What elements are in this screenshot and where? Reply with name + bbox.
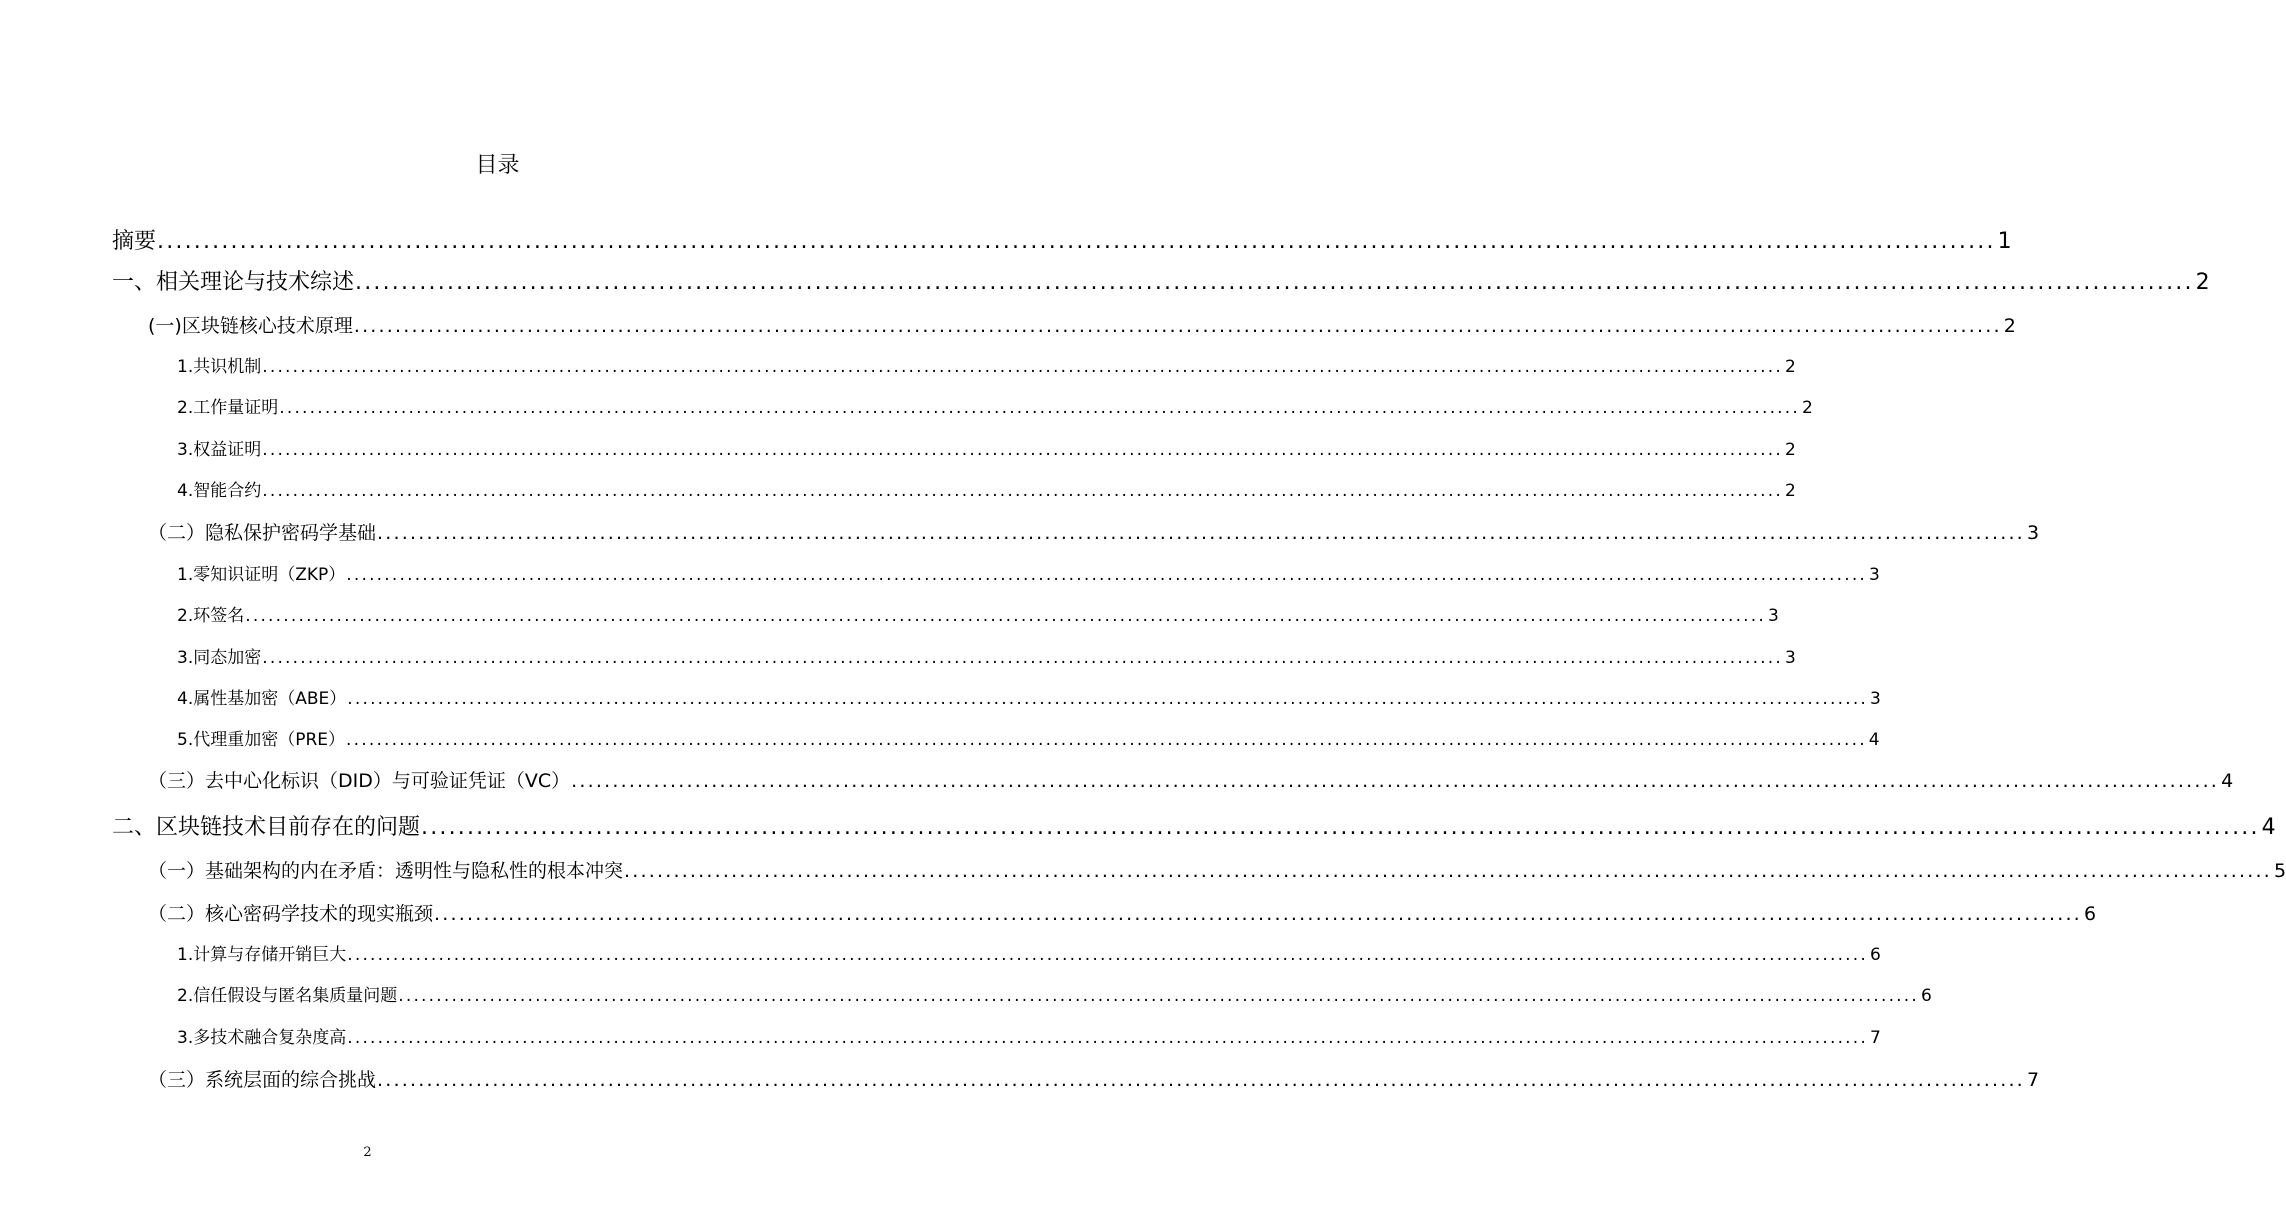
toc-entry[interactable] bbox=[177, 478, 1796, 504]
dot-leader: ........................................................................................................................................................................................................ bbox=[262, 357, 1783, 377]
toc-entry-page-number: 2 bbox=[2195, 270, 2210, 295]
toc-entry-page-number: 3 bbox=[2026, 522, 2040, 544]
toc-entry-label: （二）核心密码学技术的现实瓶颈 bbox=[148, 903, 434, 925]
dot-leader: ........................................................................................................................................................................................................ bbox=[245, 606, 1766, 626]
toc-entry[interactable] bbox=[177, 562, 1880, 588]
toc-entry-page-number: 2 bbox=[1785, 357, 1796, 377]
dot-leader: ........................................................................................................................................................................................................ bbox=[347, 689, 1869, 709]
toc-entry-page-number: 2 bbox=[1785, 481, 1796, 501]
toc-entry[interactable] bbox=[177, 983, 1932, 1009]
toc-entry-label: （三）系统层面的综合挑战 bbox=[148, 1069, 377, 1091]
toc-entry-page-number: 2 bbox=[2003, 315, 2016, 337]
toc-entry[interactable] bbox=[177, 645, 1796, 671]
toc-entry-label: (一)区块链核心技术原理 bbox=[148, 315, 353, 337]
toc-entry-label: 1.共识机制 bbox=[177, 357, 262, 377]
dot-leader: ........................................................................................................................................................................................................ bbox=[262, 440, 1783, 460]
toc-entry-page-number: 3 bbox=[1785, 648, 1796, 668]
toc-entry[interactable] bbox=[148, 767, 2234, 795]
dot-leader: ........................................................................................................................................................................................................ bbox=[279, 398, 1800, 418]
toc-entry-label: 3.多技术融合复杂度高 bbox=[177, 1028, 347, 1048]
dot-leader: ........................................................................................................................................................................................................ bbox=[262, 648, 1783, 668]
toc-entry[interactable] bbox=[177, 395, 1813, 421]
toc-entry[interactable] bbox=[177, 1025, 1881, 1051]
toc-entry-label: 3.权益证明 bbox=[177, 440, 262, 460]
toc-entry[interactable] bbox=[148, 1066, 2040, 1094]
dot-leader: ........................................................................................................................................................................................................ bbox=[377, 522, 2025, 544]
toc-entry-label: 1.计算与存储开销巨大 bbox=[177, 945, 347, 965]
dot-leader: ........................................................................................................................................................................................................ bbox=[398, 986, 1919, 1006]
toc-entry-page-number: 2 bbox=[1802, 398, 1813, 418]
toc-entry-page-number: 3 bbox=[1870, 689, 1881, 709]
toc-entry-page-number: 4 bbox=[2261, 815, 2276, 840]
toc-entry-page-number: 7 bbox=[2026, 1069, 2040, 1091]
toc-entry-label: 2.环签名 bbox=[177, 606, 245, 626]
toc-entry-page-number: 6 bbox=[1870, 945, 1881, 965]
dot-leader: ........................................................................................................................................................................................................ bbox=[421, 815, 2260, 840]
toc-entry-label: 二、区块链技术目前存在的问题 bbox=[112, 815, 421, 840]
dot-leader: ........................................................................................................................................................................................................ bbox=[353, 315, 2002, 337]
toc-entry-label: 摘要 bbox=[112, 229, 157, 254]
toc-entry-label: 4.智能合约 bbox=[177, 481, 262, 501]
toc-entry-label: 3.同态加密 bbox=[177, 648, 262, 668]
toc-entry-page-number: 1 bbox=[1997, 229, 2012, 254]
toc-entry-page-number: 6 bbox=[1921, 986, 1932, 1006]
dot-leader: ........................................................................................................................................................................................................ bbox=[434, 903, 2082, 925]
toc-entry-page-number: 6 bbox=[2083, 903, 2097, 925]
toc-entry-label: 2.信任假设与匿名集质量问题 bbox=[177, 986, 398, 1006]
toc-entry-label: 一、相关理论与技术综述 bbox=[112, 270, 355, 295]
dot-leader: ........................................................................................................................................................................................................ bbox=[346, 730, 1867, 750]
page-number: 2 bbox=[363, 1145, 372, 1160]
toc-entry-label: 5.代理重加密（PRE） bbox=[177, 730, 346, 750]
dot-leader: ........................................................................................................................................................................................................ bbox=[624, 860, 2272, 882]
toc-entry[interactable] bbox=[112, 267, 2210, 299]
dot-leader: ........................................................................................................................................................................................................ bbox=[571, 770, 2220, 792]
toc-entry-label: （三）去中心化标识（DID）与可验证凭证（VC） bbox=[148, 770, 571, 792]
toc-entry[interactable] bbox=[177, 603, 1779, 629]
toc-entry[interactable] bbox=[148, 857, 2286, 885]
toc-entry-page-number: 3 bbox=[1869, 565, 1880, 585]
toc-entry-label: 4.属性基加密（ABE） bbox=[177, 689, 347, 709]
toc-entry-label: （一）基础架构的内在矛盾：透明性与隐私性的根本冲突 bbox=[148, 860, 624, 882]
toc-entry-page-number: 2 bbox=[1785, 440, 1796, 460]
dot-leader: ........................................................................................................................................................................................................ bbox=[262, 481, 1783, 501]
toc-entry[interactable] bbox=[177, 354, 1796, 380]
toc-entry[interactable] bbox=[148, 900, 2097, 928]
toc-entry-page-number: 4 bbox=[2221, 770, 2234, 792]
toc-entry-page-number: 5 bbox=[2273, 860, 2286, 882]
toc-entry[interactable] bbox=[177, 437, 1796, 463]
dot-leader: ........................................................................................................................................................................................................ bbox=[346, 565, 1868, 585]
toc-entry-label: 2.工作量证明 bbox=[177, 398, 279, 418]
toc-entry-page-number: 7 bbox=[1870, 1028, 1881, 1048]
toc-entry-label: 1.零知识证明（ZKP） bbox=[177, 565, 346, 585]
toc-entry[interactable] bbox=[177, 727, 1880, 753]
toc-entry[interactable] bbox=[112, 812, 2276, 844]
toc-title: 目录 bbox=[475, 153, 520, 178]
toc-entry-page-number: 3 bbox=[1768, 606, 1779, 626]
dot-leader: ........................................................................................................................................................................................................ bbox=[347, 945, 1868, 965]
toc-entry[interactable] bbox=[177, 686, 1881, 712]
toc-entry[interactable] bbox=[148, 519, 2040, 547]
dot-leader: ........................................................................................................................................................................................................ bbox=[157, 229, 1996, 254]
toc-entry[interactable] bbox=[177, 942, 1881, 968]
dot-leader: ........................................................................................................................................................................................................ bbox=[347, 1028, 1868, 1048]
toc-entry-label: （二）隐私保护密码学基础 bbox=[148, 522, 377, 544]
dot-leader: ........................................................................................................................................................................................................ bbox=[377, 1069, 2025, 1091]
dot-leader: ........................................................................................................................................................................................................ bbox=[355, 270, 2194, 295]
toc-entry[interactable] bbox=[112, 226, 2012, 258]
toc-entry[interactable] bbox=[148, 312, 2016, 340]
toc-entry-page-number: 4 bbox=[1868, 730, 1880, 750]
